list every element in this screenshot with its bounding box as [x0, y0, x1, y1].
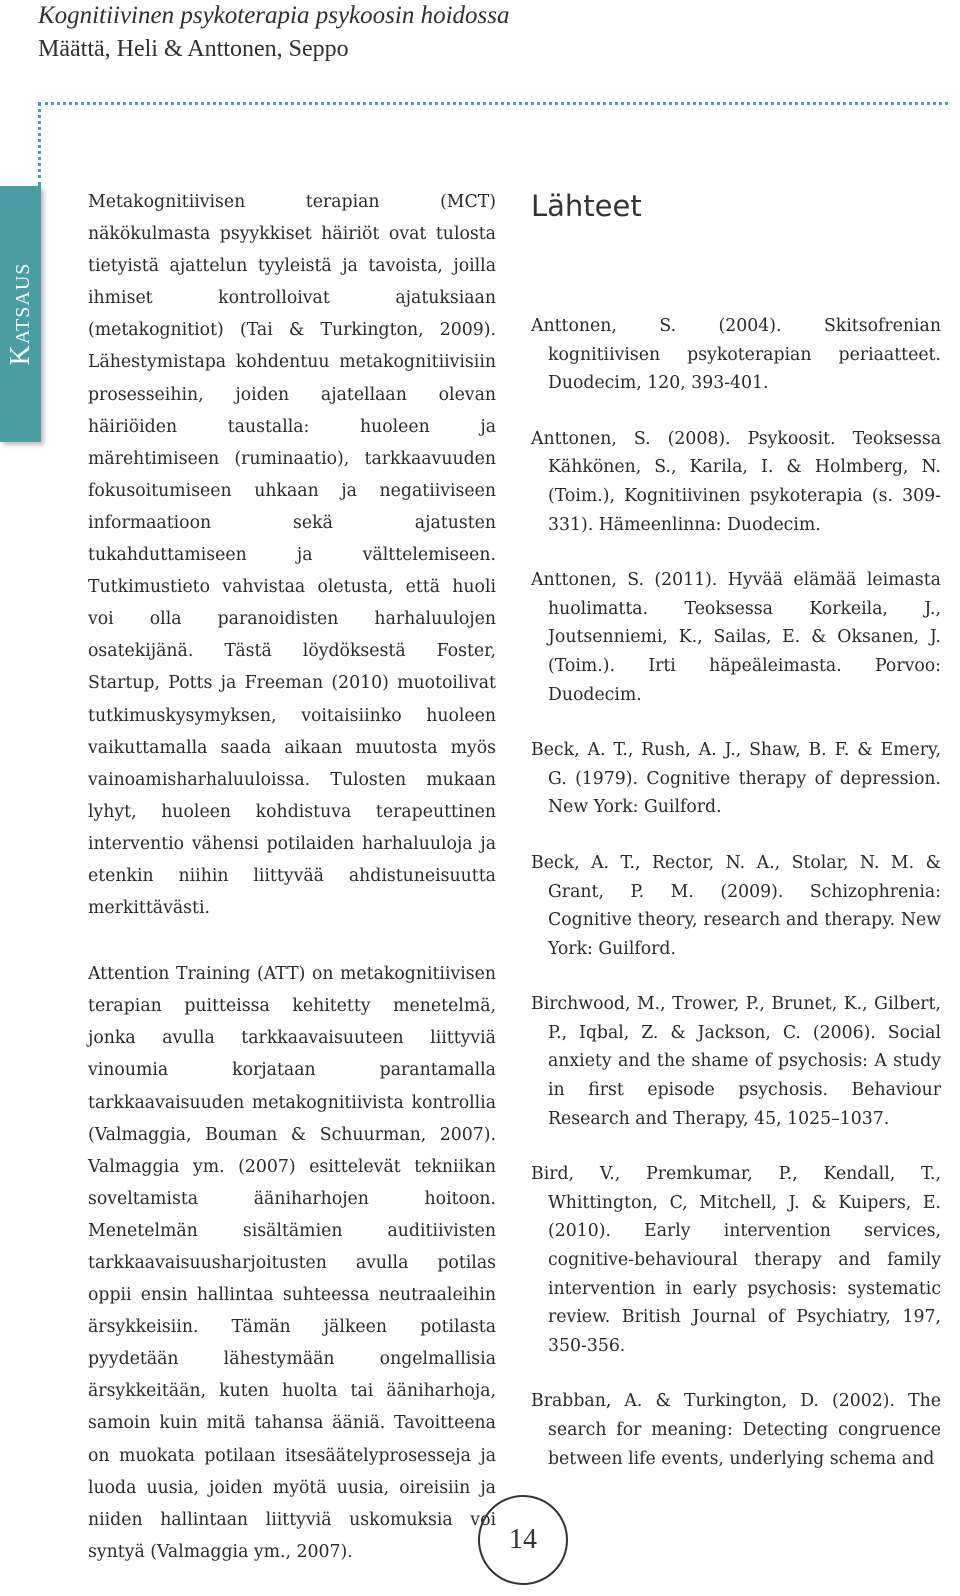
reference-item: Anttonen, S. (2008). Psykoosit. Teoksessa Kähkönen, S., Karila, I. & Holmberg, N. (Toim.), Kognitiivinen psykoterapia (s. 309-331). Hämeenlinna: Duodecim. [531, 428, 941, 535]
running-authors: Määttä, Heli & Anttonen, Seppo [38, 36, 349, 62]
reference-item: Beck, A. T., Rector, N. A., Stolar, N. M. & Grant, P. M. (2009). Schizophrenia: Cognitive theory, research and therapy. New York: Guilford. [531, 852, 941, 959]
body-paragraph-2: Attention Training (ATT) on metakognitiivisen terapian puitteissa kehitetty menetelmä, jonka avulla tarkkaavaisuuteen liittyviä vinoumia korjataan parantamalla tarkkaavaisuuden metakognitiivista kontrollia (Valmaggia, Bouman & Schuurman, 2007). Valmaggia ym. (2007) esittelevät tekniikan soveltamista ääniharhojen hoitoon. Menetelmän sisältämien auditiivisten tarkkaavaisuusharjoitusten avulla potilas oppii ensin hallintaa suhteessa neutraaleihin ärsykkeisiin. Tämän jälkeen potilasta pyydetään lähestymään ongelmallisia ärsykkeitään, kuten huolta tai ääniharhoja, samoin kuin mitä tahansa ääniä. Tavoitteena on muokata potilaan itsesäätelyprosesseja ja luoda uusia, joiden myötä uusia, oireisiin ja niiden hallintaan liittyviä uskomuksia voi syntyä (Valmaggia ym., 2007). [88, 964, 496, 1562]
reference-item: Brabban, A. & Turkington, D. (2002). The search for meaning: Detecting congruence between life events, underlying schema and [531, 1391, 941, 1469]
section-tab [0, 186, 41, 442]
reference-item: Birchwood, M., Trower, P., Brunet, K., Gilbert, P., Iqbal, Z. & Jackson, C. (2006). Social anxiety and the shame of psychosis: A study in first episode psychosis. Behaviour Research and Therapy, 45, 1025–1037. [531, 994, 941, 1129]
reference-item: Bird, V., Premkumar, P., Kendall, T., Whittington, C, Mitchell, J. & Kuipers, E. (2010). Early intervention services, cognitive-behavioural therapy and family intervention in early psychosis: systematic review. British Journal of Psychiatry, 197, 350-356. [531, 1164, 941, 1356]
body-column [88, 186, 496, 1568]
reference-item: Anttonen, S. (2011). Hyvää elämää leimasta huolimatta. Teoksessa Korkeila, J., Joutsenniemi, K., Sailas, E. & Oksanen, J. (Toim.). Irti häpeäleimasta. Porvoo: Duodecim. [531, 570, 941, 705]
dotted-rule-horizontal [38, 102, 948, 105]
running-title: Kognitiivinen psykoterapia psykoosin hoidossa [38, 2, 510, 29]
section-tab-label: Katsaus [4, 262, 36, 366]
references-column [531, 186, 941, 1500]
dotted-rule-vertical [38, 102, 41, 186]
page-number-badge [478, 1495, 568, 1585]
reference-item: Anttonen, S. (2004). Skitsofrenian kognitiivisen psykoterapian periaatteet. Duodecim, 120, 393-401. [531, 316, 941, 394]
page-number: 14 [509, 1524, 537, 1555]
body-paragraph-1: Metakognitiivisen terapian (MCT) näkökulmasta psyykkiset häiriöt ovat tulosta tietyistä ajattelun tyyleistä ja tavoista, joilla ihmiset kontrolloivat ajatuksiaan (metakognitiot) (Tai & Turkington, 2009). Lähestymistapa kohdentuu metakognitiivisiin prosesseihin, joiden ajatellaan olevan häiriöiden taustalla: huoleen ja märehtimiseen (ruminaatio), tarkkaavuuden fokusoitumiseen uhkaan ja negatiiviseen informaatioon sekä ajatusten tukahduttamiseen ja välttelemiseen. Tutkimustieto vahvistaa oletusta, että huoli voi olla paranoidisten harhaluulojen osatekijänä. Tästä löydöksestä Foster, Startup, Potts ja Freeman (2010) muotoilivat tutkimuskysymyksen, voitaisiinko huoleen vaikuttamalla saada aikaan muutosta myös vainoamisharhaluuloissa. Tulosten mukaan lyhyt, huoleen kohdistuva terapeuttinen interventio vähensi potilaiden harhaluuloja ja etenkin niihin liittyvää ahdistuneisuutta merkittävästi. [88, 192, 496, 919]
reference-item: Beck, A. T., Rush, A. J., Shaw, B. F. & Emery, G. (1979). Cognitive therapy of depression. New York: Guilford. [531, 740, 941, 818]
references-heading: Lähteet [531, 189, 642, 223]
